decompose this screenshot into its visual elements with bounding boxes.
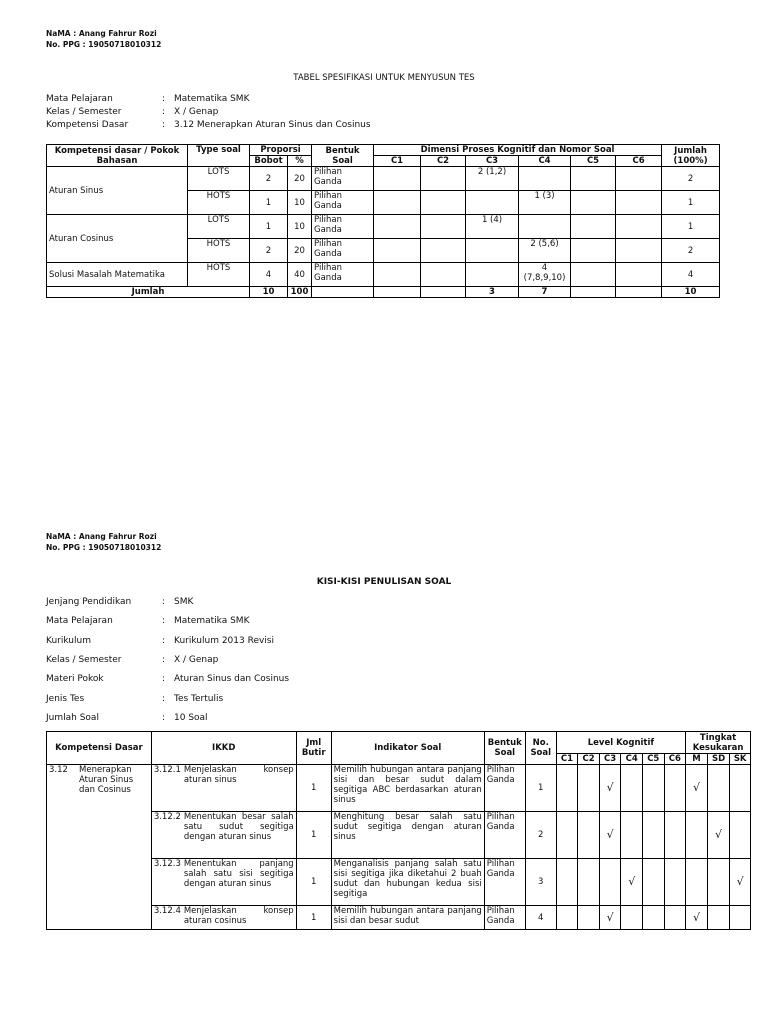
info-label: Mata Pelajaran	[46, 616, 113, 626]
info-label: Materi Pokok	[46, 674, 104, 684]
info-value: Tes Tertulis	[174, 694, 224, 704]
check-mark: √	[621, 859, 643, 906]
ikkd-number: 3.12.2	[153, 812, 181, 822]
info-value: X / Genap	[174, 107, 219, 117]
spec-table	[46, 144, 720, 298]
ikkd-text: Menjelaskan konsep aturan cosinus	[183, 906, 294, 926]
no-cell: 3	[525, 859, 556, 906]
author-name: NaMA : Anang Fahrur Rozi	[46, 29, 157, 38]
kd-number: 3.12	[49, 765, 68, 775]
bentuk-cell: Pilihan Ganda	[484, 765, 525, 812]
header-c1: C1	[374, 156, 421, 167]
bobot-cell: 2	[250, 239, 288, 263]
ikkd-cell	[151, 812, 296, 859]
header-c4: C4	[519, 156, 571, 167]
ppg-number: No. PPG : 19050718010312	[46, 543, 162, 552]
indikator-cell: Memilih hubungan antara panjang sisi dan besar sudut dalam segitiga ABC berdasarkan aturan sinus	[331, 765, 484, 812]
header-bobot: Bobot	[250, 156, 288, 167]
table-row	[47, 263, 720, 287]
check-mark: √	[686, 765, 708, 812]
header-persen: %	[288, 156, 312, 167]
info-label: Kompetensi Dasar	[46, 120, 129, 130]
header-proporsi: Proporsi	[250, 145, 312, 156]
total-jumlah: 10	[662, 287, 720, 298]
jumlah-cell: 4	[662, 263, 720, 287]
info-colon: :	[162, 107, 166, 117]
author-name: NaMA : Anang Fahrur Rozi	[46, 532, 157, 541]
header-jml: Jml Butir	[296, 732, 331, 765]
indikator-cell: Menganalisis panjang salah satu sisi segitiga jika diketahui 2 buah sudut dan hubungan kedua sisi segitiga	[331, 859, 484, 906]
header-indikator: Indikator Soal	[331, 732, 484, 765]
total-label: Jumlah	[47, 287, 250, 298]
total-c3: 3	[466, 287, 519, 298]
info-value: Aturan Sinus dan Cosinus	[174, 674, 290, 684]
total-persen: 100	[288, 287, 312, 298]
page-title: KISI-KISI PENULISAN SOAL	[316, 577, 452, 587]
jml-cell: 1	[296, 906, 331, 930]
no-cell: 1	[525, 765, 556, 812]
header-c4: C4	[621, 754, 643, 765]
header-c5: C5	[571, 156, 616, 167]
jumlah-cell: 2	[662, 239, 720, 263]
header-jumlah: Jumlah (100%)	[662, 145, 720, 167]
persen-cell: 10	[288, 191, 312, 215]
table-row	[47, 859, 751, 906]
indikator-cell: Menghitung besar salah satu sudut segitiga dengan aturan sinus	[331, 812, 484, 859]
info-label: Jumlah Soal	[46, 713, 99, 723]
no-cell: 4	[525, 906, 556, 930]
info-label: Mata Pelajaran	[46, 94, 113, 104]
table-row	[47, 167, 720, 191]
subject-info	[46, 93, 446, 133]
header-tingkat: Tingkat Kesukaran	[686, 732, 751, 754]
info-colon: :	[162, 597, 166, 607]
type-cell: HOTS	[188, 263, 250, 287]
header-kd: Kompetensi dasar / Pokok Bahasan	[47, 145, 188, 167]
header-c6: C6	[664, 754, 686, 765]
info-colon: :	[162, 120, 166, 130]
header-dimensi: Dimensi Proses Kognitif dan Nomor Soal	[374, 145, 662, 156]
jumlah-cell: 1	[662, 191, 720, 215]
table-row	[47, 215, 720, 239]
topic-cell: Aturan Sinus	[47, 167, 188, 215]
ikkd-number: 3.12.3	[153, 859, 181, 869]
header-bentuk: Bentuk Soal	[484, 732, 525, 765]
jml-cell: 1	[296, 859, 331, 906]
info-colon: :	[162, 713, 166, 723]
bentuk-cell: Pilihan Ganda	[484, 859, 525, 906]
c3-cell	[466, 191, 519, 215]
persen-cell: 40	[288, 263, 312, 287]
topic-cell: Solusi Masalah Matematika	[47, 263, 188, 287]
header-c1: C1	[556, 754, 578, 765]
header-ikkd: IKKD	[151, 732, 296, 765]
ikkd-number: 3.12.1	[153, 765, 181, 775]
info-colon: :	[162, 636, 166, 646]
ikkd-number: 3.12.4	[153, 906, 181, 916]
bentuk-cell: Pilihan Ganda	[312, 263, 374, 287]
info-colon: :	[162, 616, 166, 626]
c4-cell	[519, 167, 571, 191]
type-cell: HOTS	[188, 239, 250, 263]
type-cell: LOTS	[188, 167, 250, 191]
ikkd-text: Menentukan panjang salah satu sisi segitiga dengan aturan sinus	[183, 859, 294, 889]
header-c5: C5	[642, 754, 664, 765]
jumlah-cell: 1	[662, 215, 720, 239]
persen-cell: 20	[288, 167, 312, 191]
bentuk-cell: Pilihan Ganda	[484, 906, 525, 930]
kd-cell	[47, 765, 152, 930]
check-mark: √	[599, 765, 621, 812]
c4-cell: 2 (5,6)	[519, 239, 571, 263]
header-c3: C3	[599, 754, 621, 765]
info-colon: :	[162, 674, 166, 684]
kd-text: Menerapkan Aturan Sinus dan Cosinus	[79, 765, 134, 795]
table-row	[47, 906, 751, 930]
exam-info	[46, 596, 446, 726]
bentuk-cell: Pilihan Ganda	[312, 191, 374, 215]
page-title: TABEL SPESIFIKASI UNTUK MENYUSUN TES	[293, 73, 475, 83]
info-value: Kurikulum 2013 Revisi	[174, 636, 274, 646]
info-label: Jenjang Pendidikan	[46, 597, 132, 607]
bobot-cell: 2	[250, 167, 288, 191]
table-row	[47, 765, 751, 812]
check-mark: √	[599, 906, 621, 930]
c3-cell: 1 (4)	[466, 215, 519, 239]
persen-cell: 20	[288, 239, 312, 263]
header-c6: C6	[616, 156, 662, 167]
total-c4: 7	[519, 287, 571, 298]
jumlah-cell: 2	[662, 167, 720, 191]
check-mark: √	[599, 812, 621, 859]
header-sk: SK	[730, 754, 751, 765]
bentuk-cell: Pilihan Ganda	[312, 239, 374, 263]
info-label: Kurikulum	[46, 636, 91, 646]
bentuk-cell: Pilihan Ganda	[312, 215, 374, 239]
info-value: 10 Soal	[174, 713, 208, 723]
bobot-cell: 4	[250, 263, 288, 287]
ikkd-cell	[151, 859, 296, 906]
topic-cell: Aturan Cosinus	[47, 215, 188, 263]
info-value: 3.12 Menerapkan Aturan Sinus dan Cosinus	[174, 120, 371, 130]
c3-cell	[466, 263, 519, 287]
bentuk-cell: Pilihan Ganda	[312, 167, 374, 191]
info-colon: :	[162, 655, 166, 665]
ikkd-cell	[151, 906, 296, 930]
total-bobot: 10	[250, 287, 288, 298]
header-sd: SD	[707, 754, 730, 765]
no-cell: 2	[525, 812, 556, 859]
type-cell: LOTS	[188, 215, 250, 239]
header-type: Type soal	[188, 145, 250, 167]
info-label: Jenis Tes	[46, 694, 85, 704]
check-mark: √	[686, 906, 708, 930]
indikator-cell: Memilih hubungan antara panjang sisi dan besar sudut	[331, 906, 484, 930]
info-value: X / Genap	[174, 655, 219, 665]
info-colon: :	[162, 94, 166, 104]
ppg-number: No. PPG : 19050718010312	[46, 40, 162, 49]
info-label: Kelas / Semester	[46, 655, 122, 665]
ikkd-cell	[151, 765, 296, 812]
c4-cell: 4 (7,8,9,10)	[519, 263, 571, 287]
bobot-cell: 1	[250, 215, 288, 239]
bobot-cell: 1	[250, 191, 288, 215]
c4-cell	[519, 215, 571, 239]
info-value: Matematika SMK	[174, 616, 250, 626]
header-c2: C2	[421, 156, 466, 167]
type-cell: HOTS	[188, 191, 250, 215]
check-mark: √	[707, 812, 730, 859]
kisi-kisi-table	[46, 731, 751, 930]
header-m: M	[686, 754, 708, 765]
total-row	[47, 287, 720, 298]
bentuk-cell: Pilihan Ganda	[484, 812, 525, 859]
c3-cell	[466, 239, 519, 263]
header-level: Level Kognitif	[556, 732, 686, 754]
c3-cell: 2 (1,2)	[466, 167, 519, 191]
header-c2: C2	[578, 754, 600, 765]
jml-cell: 1	[296, 812, 331, 859]
info-label: Kelas / Semester	[46, 107, 122, 117]
header-bentuk: Bentuk Soal	[312, 145, 374, 167]
jml-cell: 1	[296, 765, 331, 812]
check-mark: √	[730, 859, 751, 906]
c4-cell: 1 (3)	[519, 191, 571, 215]
header-kd: Kompetensi Dasar	[47, 732, 152, 765]
header-no: No. Soal	[525, 732, 556, 765]
ikkd-text: Menentukan besar salah satu sudut segitiga dengan aturan sinus	[183, 812, 294, 842]
persen-cell: 10	[288, 215, 312, 239]
info-value: Matematika SMK	[174, 94, 250, 104]
info-value: SMK	[174, 597, 194, 607]
table-row	[47, 812, 751, 859]
header-c3: C3	[466, 156, 519, 167]
ikkd-text: Menjelaskan konsep aturan sinus	[183, 765, 294, 785]
info-colon: :	[162, 694, 166, 704]
